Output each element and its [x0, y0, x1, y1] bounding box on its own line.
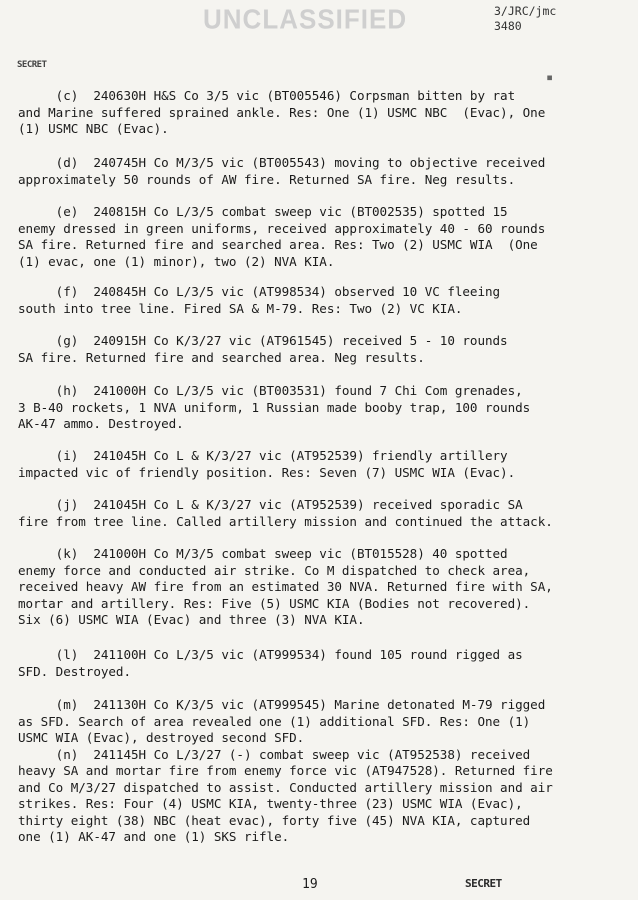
paragraph	[18, 383, 530, 433]
paragraph	[18, 647, 523, 680]
paragraph	[18, 448, 515, 481]
paragraph-line: south into tree line. Fired SA & M-79. Res: Two (2) VC KIA.	[18, 300, 463, 316]
paragraph	[18, 497, 553, 530]
paragraph-line: (k) 241000H Co M/3/5 combat sweep vic (BT015528) 40 spotted	[18, 546, 508, 561]
paragraph-line: 3 B-40 rockets, 1 NVA uniform, 1 Russian made booby trap, 100 rounds	[18, 399, 531, 415]
paragraph-line: USMC WIA (Evac), destroyed second SFD.	[18, 730, 305, 745]
paragraph-line: SFD. Destroyed.	[18, 663, 131, 679]
paragraph-line: Six (6) USMC WIA (Evac) and three (3) NVA KIA.	[18, 612, 365, 627]
paragraph	[18, 333, 508, 366]
paragraph-line: (c) 240630H H&S Co 3/5 vic (BT005546) Corpsman bitten by rat	[18, 88, 516, 103]
page-number: 19	[302, 877, 318, 892]
paragraph-line: one (1) AK-47 and one (1) SKS rifle.	[18, 829, 290, 844]
paragraph	[18, 546, 553, 629]
paragraph-line: (i) 241045H Co L & K/3/27 vic (AT952539) friendly artillery	[18, 448, 508, 463]
paragraph-line: heavy SA and mortar fire from enemy force vic (AT947528). Returned fire	[18, 763, 553, 778]
paragraph-line: (m) 241130H Co K/3/5 vic (AT999545) Marine detonated M-79 rigged	[18, 697, 546, 712]
stray-mark: ▪	[546, 70, 554, 84]
paragraph-line: (1) evac, one (1) minor), two (2) NVA KIA.	[18, 253, 335, 269]
paragraph-line: received heavy AW fire from an estimated 30 NVA. Returned fire with SA,	[18, 579, 553, 594]
paragraph-line: (d) 240745H Co M/3/5 vic (BT005543) moving to objective received	[18, 155, 546, 170]
paragraph-line: (f) 240845H Co L/3/5 vic (AT998534) observed 10 VC fleeing	[18, 284, 501, 299]
paragraph	[18, 204, 545, 270]
paragraph	[18, 284, 500, 317]
paragraph-line: (j) 241045H Co L & K/3/27 vic (AT952539) received sporadic SA	[18, 497, 523, 512]
paragraph-line: thirty eight (38) NBC (heat evac), forty five (45) NVA KIA, captured	[18, 812, 531, 828]
footer-classification: SECRET	[465, 877, 502, 890]
classification-stamp: UNCLASSIFIED	[203, 3, 408, 35]
paragraph-line: (e) 240815H Co L/3/5 combat sweep vic (BT002535) spotted 15	[18, 204, 508, 219]
paragraph	[18, 88, 545, 138]
paragraph-line: impacted vic of friendly position. Res: Seven (7) USMC WIA (Evac).	[18, 464, 516, 480]
paragraph-line: strikes. Res: Four (4) USMC KIA, twenty-three (23) USMC WIA (Evac),	[18, 796, 523, 811]
reference-block	[494, 4, 556, 34]
paragraph-line: (h) 241000H Co L/3/5 vic (BT003531) found 7 Chi Com grenades,	[18, 383, 523, 398]
paragraph-line: enemy dressed in green uniforms, received approximately 40 - 60 rounds	[18, 220, 546, 236]
paragraph-line: and Co M/3/27 dispatched to assist. Conducted artillery mission and air	[18, 779, 553, 795]
paragraph-line: AK-47 ammo. Destroyed.	[18, 416, 184, 431]
paragraph-line: SA fire. Returned fire and searched area. Res: Two (2) USMC WIA (One	[18, 237, 538, 252]
paragraph-line: approximately 50 rounds of AW fire. Returned SA fire. Neg results.	[18, 171, 516, 187]
paragraph-line: enemy force and conducted air strike. Co M dispatched to check area,	[18, 562, 531, 578]
paragraph-line: and Marine suffered sprained ankle. Res: One (1) USMC NBC (Evac), One	[18, 104, 546, 120]
paragraph-line: (n) 241145H Co L/3/27 (-) combat sweep vic (AT952538) received	[18, 746, 531, 762]
reference-line-1: 3/JRC/jmc	[494, 4, 557, 18]
paragraph-line: (l) 241100H Co L/3/5 vic (AT999534) found 105 round rigged as	[18, 647, 523, 662]
paragraph	[18, 697, 553, 846]
paragraph-line: (1) USMC NBC (Evac).	[18, 121, 169, 136]
reference-line-2: 3480	[494, 19, 522, 33]
paragraph-line: mortar and artillery. Res: Five (5) USMC KIA (Bodies not recovered).	[18, 595, 531, 611]
paragraph	[18, 155, 545, 188]
paragraph-line: (g) 240915H Co K/3/27 vic (AT961545) received 5 - 10 rounds	[18, 333, 508, 348]
paragraph-line: fire from tree line. Called artillery mission and continued the attack.	[18, 513, 553, 529]
paragraph-line: SA fire. Returned fire and searched area. Neg results.	[18, 349, 425, 365]
top-left-classification: SECRET	[17, 60, 47, 70]
paragraph-line: as SFD. Search of area revealed one (1) additional SFD. Res: One (1)	[18, 713, 531, 729]
